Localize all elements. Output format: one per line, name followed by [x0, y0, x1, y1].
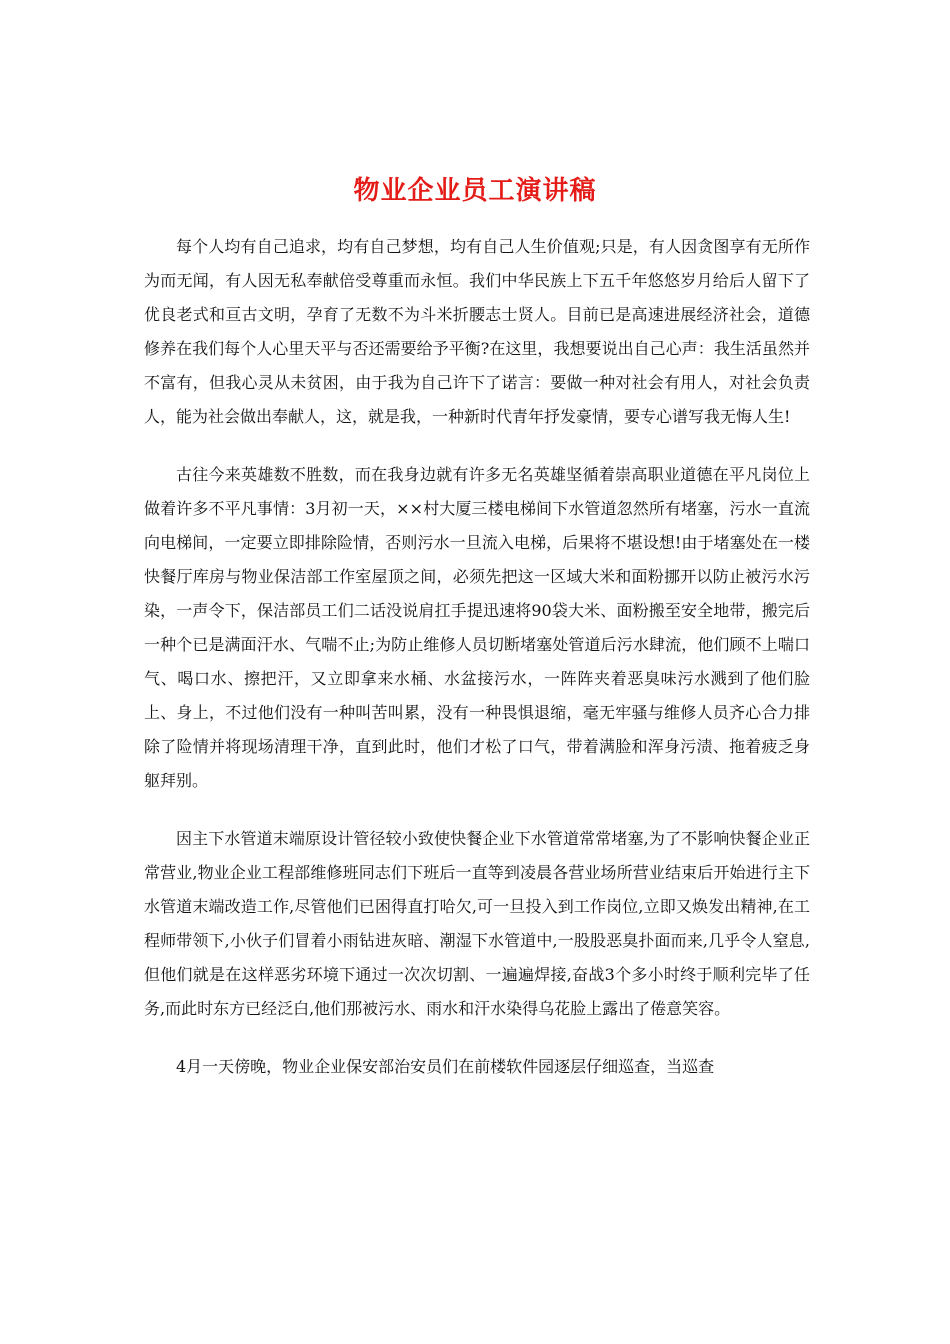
paragraph-4: 4月一天傍晚，物业企业保安部治安员们在前楼软件园逐层仔细巡查，当巡查	[176, 1057, 715, 1076]
paragraph-3: 因主下水管道末端原设计管径较小致使快餐企业下水管道常常堵塞,为了不影响快餐企业正常营业,物业企业工程部维修班同志们下班后一直等到凌晨各营业场所营业结束后开始进行主下水管道末端改造工作,尽管他们已困得直打哈欠,可一旦投入到工作岗位,立即又焕发出精神,在工程师带领下,小伙子们冒着小雨钻进灰暗、潮湿下水管道中,一股股恶臭扑面而来,几乎令人窒息,但他们就是在这样恶劣环境下通过一次次切割、一遍遍焊接,奋战3个多小时终于顺利完毕了任务,而此时东方已经泛白,他们那被污水、雨水和汗水染得乌花脸上露出了倦意笑容。	[144, 829, 810, 1018]
document-title: 物业企业员工演讲稿	[353, 176, 597, 207]
paragraph-1: 每个人均有自己追求，均有自己梦想，均有自己人生价值观;只是，有人因贪图享有无所作为而无闻，有人因无私奉献倍受尊重而永恒。我们中华民族上下五千年悠悠岁月给后人留下了优良老式和亘古文明，孕育了无数不为斗米折腰志士贤人。目前已是高速进展经济社会，道德修养在我们每个人心里天平与否还需要给予平衡?在这里，我想要说出自己心声：我生活虽然并不富有，但我心灵从未贫困，由于我为自己许下了诺言：要做一种对社会有用人，对社会负责人，能为社会做出奉献人，这，就是我，一种新时代青年抒发豪情，要专心谱写我无悔人生!	[144, 237, 810, 426]
document-body	[144, 230, 810, 1084]
paragraph-2: 古往今来英雄数不胜数，而在我身边就有许多无名英雄坚循着崇高职业道德在平凡岗位上做着许多不平凡事情：3月初一天，××村大厦三楼电梯间下水管道忽然所有堵塞，污水一直流向电梯间，一定要立即排除险情，否则污水一旦流入电梯，后果将不堪设想!由于堵塞处在一楼快餐厅库房与物业保洁部工作室屋顶之间，必须先把这一区域大米和面粉挪开以防止被污水污染，一声令下，保洁部员工们二话没说肩扛手提迅速将90袋大米、面粉搬至安全地带，搬完后一种个已是满面汗水、气喘不止;为防止维修人员切断堵塞处管道后污水肆流，他们顾不上喘口气、喝口水、擦把汗，又立即拿来水桶、水盆接污水，一阵阵夹着恶臭味污水溅到了他们脸上、身上，不过他们没有一种叫苦叫累，没有一种畏惧退缩，毫无牢骚与维修人员齐心合力排除了险情并将现场清理干净，直到此时，他们才松了口气，带着满脸和浑身污渍、拖着疲乏身躯拜别。	[144, 465, 810, 790]
